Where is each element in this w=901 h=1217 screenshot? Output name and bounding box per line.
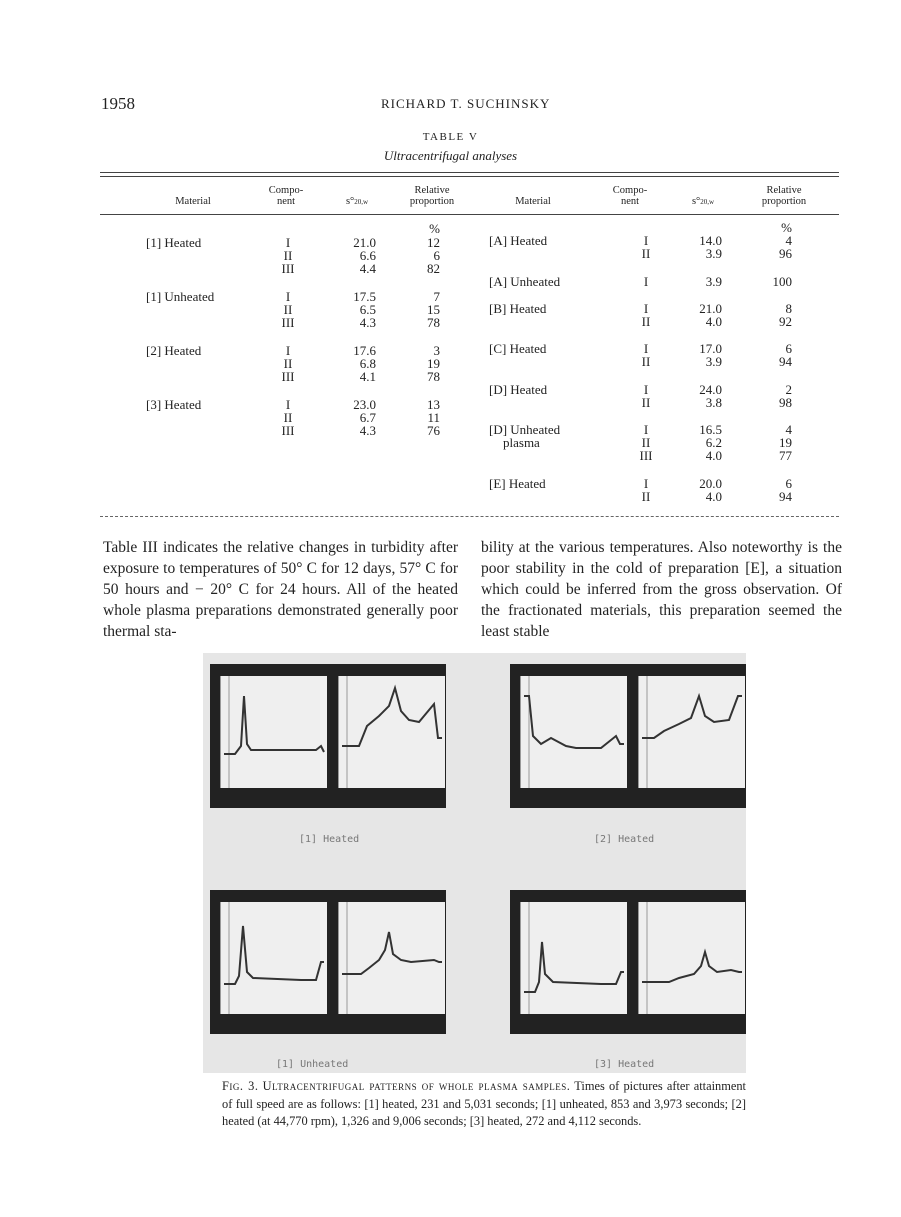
header-material-left: Material [175,196,211,207]
header-component-left [256,185,316,207]
table-s-value-cell: 16.5 [699,422,722,437]
table-s-value-cell: 23.0 [353,397,376,412]
table-material-cell-continued: plasma [503,434,540,450]
sedimentation-trace [224,926,324,984]
figure-panel [510,664,746,808]
figure-panel-label: [1] Heated [299,834,360,845]
table-s-value-cell: 24.0 [699,382,722,397]
sedimentation-frame [338,902,445,1014]
table-header-rule [100,214,839,215]
table-proportion-cell: 6 [785,476,792,491]
unit-percent-right: % [781,220,792,235]
sedimentation-trace [642,952,742,982]
table-component-cell: I [285,397,291,412]
body-left-column: Table III indicates the relative changes in turbidity after exposure to temperatures of 50° C for 12 days, 57° C for 50 hours and − 20° C for 24 hours. All of the heated whole plasma preparations demonstrated generally poor thermal sta- [103,539,458,640]
header-component-line2: nent [276,196,296,207]
table-material-cell: [D] Heated [489,382,548,397]
figure-caption-title: Ultracentrifugal patterns of whole plasma samples. [262,1079,571,1093]
header-relative-right [746,185,822,207]
table-proportion-cell: 11 [427,409,440,425]
table-material-cell: [A] Heated [489,233,548,248]
header-s-subscript: 20,w [354,198,369,206]
table-s-value-cell: 14.0 [699,233,722,248]
table-component-cell: III [281,314,295,330]
table-s-value-cell: 6.6 [359,247,376,263]
table-component-cell: II [283,409,293,425]
sedimentation-trace-svg [639,902,745,1014]
table-material-cell: [E] Heated [489,476,546,491]
table-s-value-cell: 21.0 [699,301,722,316]
sedimentation-trace [224,696,324,754]
table-component-cell: II [641,245,651,261]
figure-caption [222,1078,746,1131]
table-material-cell: [1] Heated [146,235,202,250]
sedimentation-trace-svg [221,902,327,1014]
sedimentation-trace-svg [521,676,627,788]
header-component-line1: Compo- [612,185,648,196]
header-component-right [600,185,660,207]
table-s-value-cell: 3.9 [705,245,722,261]
table-proportion-cell: 96 [779,245,792,261]
table-material-cell: [1] Unheated [146,289,215,304]
table-s-value-cell: 3.9 [705,274,722,289]
table-proportion-cell: 100 [772,274,792,289]
table-material-cell: [A] Unheated [489,274,561,289]
table-label: TABLE V [422,131,479,143]
table-proportion-cell: 7 [433,289,440,304]
table-component-cell: II [283,247,293,263]
header-s-subscript: 20,w [700,198,715,206]
table-proportion-cell: 98 [779,394,792,410]
table-s-value-cell: 4.0 [705,488,722,504]
sedimentation-trace [524,942,624,992]
sedimentation-frame [338,676,445,788]
figure-panel-label: [3] Heated [594,1059,655,1070]
header-s-right [676,196,730,208]
table-component-cell: II [641,353,651,369]
header-material-right: Material [515,196,551,207]
sedimentation-trace-svg [639,676,745,788]
table-component-cell: I [643,233,649,248]
figure-ultracentrifugal-patterns [203,653,746,1073]
table-component-cell: II [641,488,651,504]
table-component-cell: II [641,313,651,329]
table-component-cell: I [285,343,291,358]
table-material-cell: [3] Heated [146,397,202,412]
table-top-rule [100,172,839,173]
table-component-cell: III [639,447,653,463]
table-s-value-cell: 17.0 [699,341,722,356]
table-proportion-cell: 78 [427,314,440,330]
header-relative-line2: proportion [409,196,455,207]
figure-panel [210,664,446,808]
table-component-cell: II [641,394,651,410]
table-component-cell: III [281,260,295,276]
table-s-value-cell: 4.3 [359,314,376,330]
sedimentation-trace [342,932,442,974]
table-s-value-cell: 17.6 [353,343,376,358]
table-s-value-cell: 4.4 [359,260,376,276]
sedimentation-frame [220,676,327,788]
sedimentation-frame [520,902,627,1014]
figure-panel-label: [1] Unheated [276,1059,349,1070]
header-s-symbol: s° [691,196,701,207]
figure-caption-text: Times of pictures after attainment of full speed are as follows: [1] heated, 231 and 5,031 seconds; [1] unheated, 853 and 3,973 seconds; [2] heated (at 44,770 rpm), 1,326 and 9,006 seconds; [3] heated, 272 and 4,112 seconds. [222,1079,746,1128]
table-s-value-cell: 20.0 [699,476,722,491]
table-component-cell: II [641,434,651,450]
table-proportion-cell: 19 [427,355,440,371]
sedimentation-trace-svg [339,902,445,1014]
table-component-cell: II [283,301,293,317]
table-component-cell: I [643,422,649,437]
table-s-value-cell: 6.8 [359,355,376,371]
table-s-value-cell: 4.0 [705,313,722,329]
table-s-value-cell: 17.5 [353,289,376,304]
table-proportion-cell: 82 [427,260,440,276]
table-proportion-cell: 78 [427,368,440,384]
sedimentation-trace [524,696,624,748]
table-proportion-cell: 15 [427,301,440,317]
header-component-line2: nent [620,196,640,207]
table-component-cell: I [643,341,649,356]
table-component-cell: III [281,422,295,438]
table-proportion-cell: 3 [433,343,440,358]
table-s-value-cell: 6.5 [359,301,376,317]
table-material-cell: [B] Heated [489,301,547,316]
header-s-left [330,196,384,208]
sedimentation-trace-svg [339,676,445,788]
table-component-cell: I [285,289,291,304]
table-proportion-cell: 2 [785,382,792,397]
sedimentation-trace [342,688,442,746]
body-right-column: bility at the various temperatures. Also noteworthy is the poor stability in the cold of preparation [E], a situation which could be inferred from the gross observation. Of the fractionated materials, this preparation seemed the least stable [481,539,842,640]
table-material-cell: [D] Unheated [489,422,561,437]
table-proportion-cell: 19 [779,434,792,450]
header-relative-line1: Relative [414,185,450,196]
table-component-cell: I [643,382,649,397]
table-s-value-cell: 21.0 [353,235,376,250]
page-number: 1958 [101,94,135,113]
table-s-value-cell: 3.9 [705,353,722,369]
table-s-value-cell: 4.3 [359,422,376,438]
table-material-cell: [2] Heated [146,343,202,358]
table-proportion-cell: 76 [427,422,440,438]
table-proportion-cell: 6 [785,341,792,356]
table-component-cell: I [643,476,649,491]
sedimentation-trace-svg [521,902,627,1014]
table-component-cell: I [285,235,291,250]
table-proportion-cell: 4 [785,422,792,437]
table-proportion-cell: 4 [785,233,792,248]
table-proportion-cell: 94 [779,488,792,504]
table-proportion-cell: 77 [779,447,792,463]
sedimentation-frame [638,676,745,788]
sedimentation-frame [220,902,327,1014]
sedimentation-trace-svg [221,676,327,788]
table-component-cell: I [643,274,649,289]
sedimentation-trace [642,696,742,738]
table-s-value-cell: 4.0 [705,447,722,463]
table-component-cell: III [281,368,295,384]
table-component-cell: I [643,301,649,316]
header-component-line1: Compo- [268,185,304,196]
figure-panel-label: [2] Heated [594,834,655,845]
sedimentation-frame [638,902,745,1014]
table-proportion-cell: 12 [427,235,440,250]
table-material-cell: [C] Heated [489,341,547,356]
figure-panel [210,890,446,1034]
table-proportion-cell: 94 [779,353,792,369]
header-relative-line1: Relative [766,185,802,196]
figure-caption-prefix: Fig. 3. [222,1079,259,1093]
table-bottom-rule [100,516,839,517]
header-relative-left [394,185,470,207]
sedimentation-frame [520,676,627,788]
table-proportion-cell: 13 [427,397,440,412]
table-s-value-cell: 4.1 [359,368,376,384]
table-proportion-cell: 8 [785,301,792,316]
table-component-cell: II [283,355,293,371]
table-s-value-cell: 3.8 [705,394,722,410]
table-s-value-cell: 6.7 [359,409,376,425]
table-caption: Ultracentrifugal analyses [383,148,518,163]
running-head: RICHARD T. SUCHINSKY [381,96,551,111]
table-proportion-cell: 6 [433,247,440,263]
table-proportion-cell: 92 [779,313,792,329]
figure-panel [510,890,746,1034]
header-relative-line2: proportion [761,196,807,207]
table-top-rule-2 [100,176,839,177]
table-s-value-cell: 6.2 [705,434,722,450]
unit-percent-left: % [429,221,440,236]
header-s-symbol: s° [345,196,355,207]
